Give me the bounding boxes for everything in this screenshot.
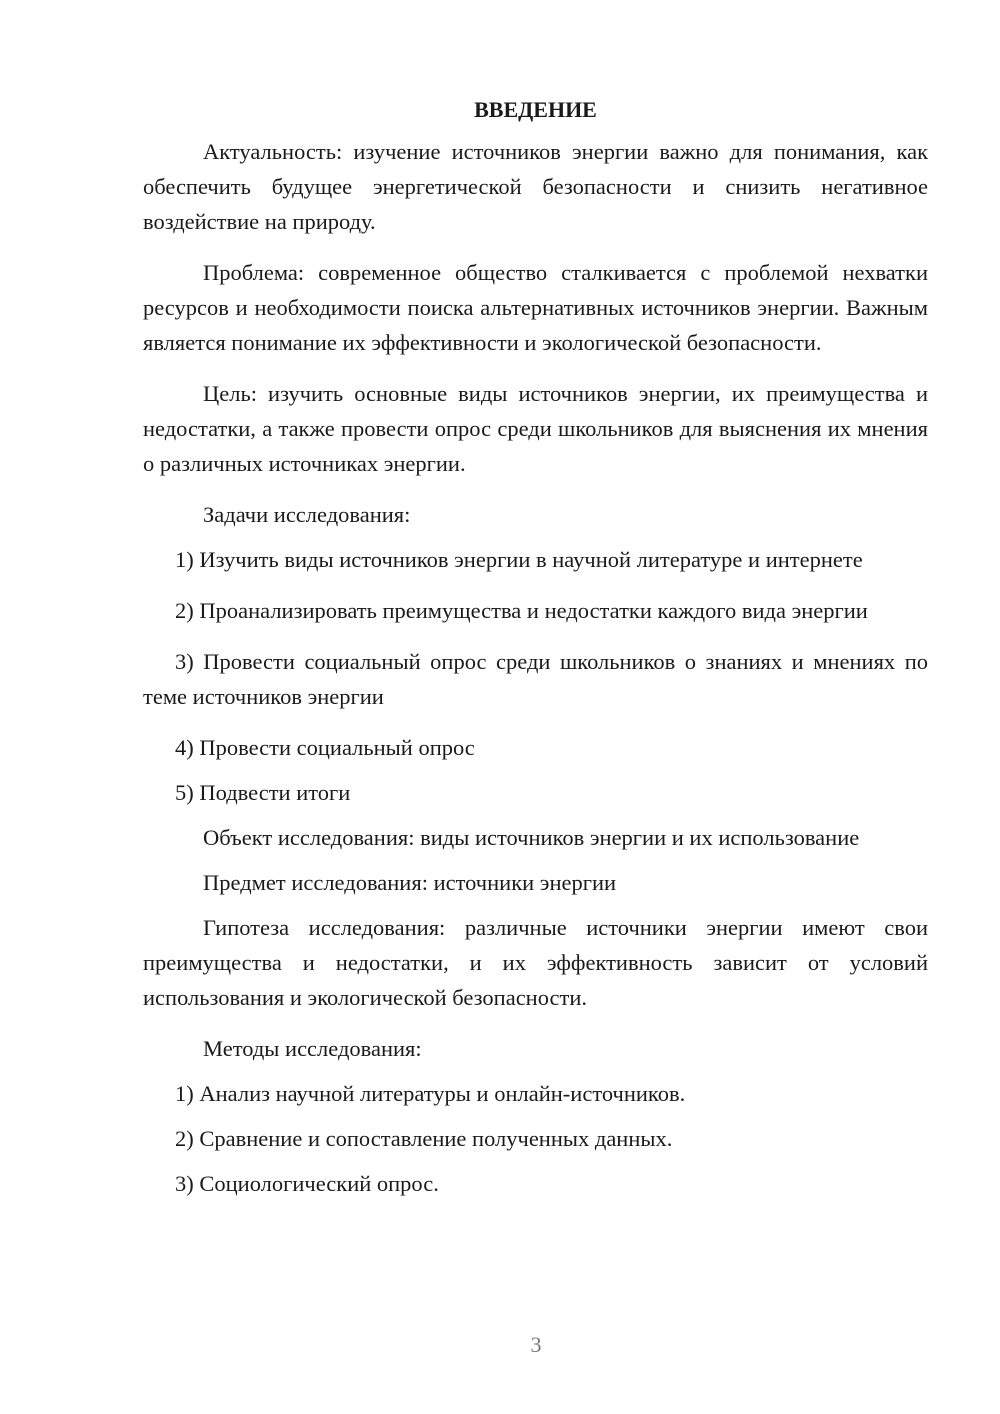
relevance-paragraph: Актуальность: изучение источников энергии важно для понимания, как обеспечить будущее энергетической безопасности и снизить негативное воздействие на природу.	[143, 139, 928, 234]
tasks-heading: Задачи исследования:	[203, 502, 411, 527]
section-title: ВВЕДЕНИЕ	[474, 97, 597, 122]
page-number: 3	[530, 1332, 542, 1357]
method-item: 3) Социологический опрос.	[175, 1171, 439, 1196]
method-item: 2) Сравнение и сопоставление полученных данных.	[175, 1126, 673, 1151]
task-item: 3) Провести социальный опрос среди школьников о знаниях и мнениях по теме источников энергии	[143, 649, 928, 709]
methods-heading: Методы исследования:	[203, 1036, 422, 1061]
goal-paragraph: Цель: изучить основные виды источников энергии, их преимущества и недостатки, а также провести опрос среди школьников для выяснения их мнения о различных источниках энергии.	[143, 381, 928, 476]
task-item: 2) Проанализировать преимущества и недостатки каждого вида энергии	[175, 598, 868, 623]
object-paragraph: Объект исследования: виды источников энергии и их использование	[203, 825, 860, 850]
task-item: 1) Изучить виды источников энергии в научной литературе и интернете	[175, 547, 863, 572]
document-page	[143, 94, 928, 1211]
hypothesis-paragraph: Гипотеза исследования: различные источники энергии имеют свои преимущества и недостатки, и их эффективность зависит от условий использования и экологической безопасности.	[143, 915, 928, 1010]
problem-paragraph: Проблема: современное общество сталкивается с проблемой нехватки ресурсов и необходимости поиска альтернативных источников энергии. Важным является понимание их эффективности и экологической безопасности.	[143, 260, 928, 355]
task-item: 4) Провести социальный опрос	[175, 735, 475, 760]
subject-paragraph: Предмет исследования: источники энергии	[203, 870, 617, 895]
method-item: 1) Анализ научной литературы и онлайн-источников.	[175, 1081, 686, 1106]
task-item: 5) Подвести итоги	[175, 780, 351, 805]
